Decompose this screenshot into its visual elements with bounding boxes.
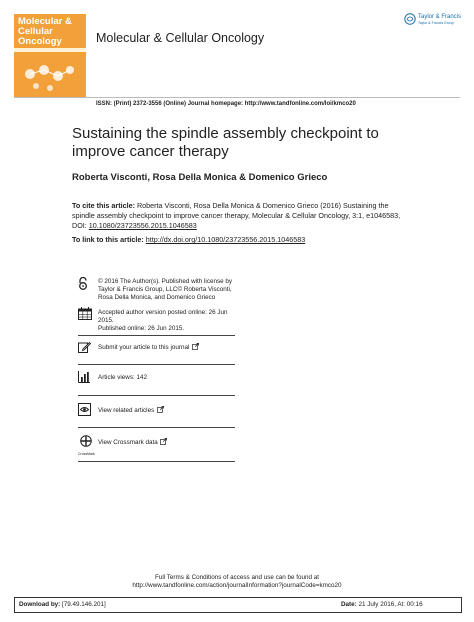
download-by — [19, 601, 106, 608]
download-by-label: Download by: — [19, 601, 61, 608]
published-date: Published online: 26 Jun 2015. — [98, 325, 185, 332]
related-articles-label: View related articles — [98, 407, 155, 414]
info-divider — [78, 364, 235, 365]
info-divider — [78, 427, 235, 428]
crossmark-icon — [80, 435, 92, 447]
issn-line: ISSN: (Print) 2372-3556 (Online) Journal homepage: http://www.tandfonline.com/loi/kmco20 — [96, 101, 356, 107]
cite-label: To cite this article: — [72, 201, 135, 210]
info-divider — [78, 395, 235, 396]
journal-title: Molecular & Cellular Oncology — [96, 31, 265, 45]
article-doi-link[interactable]: http://dx.doi.org/10.1080/23723556.2015.1046583 — [145, 235, 306, 244]
article-views: Article views: 142 — [98, 374, 147, 381]
bar-chart-icon — [78, 371, 90, 383]
cover-molecule-graphic — [20, 60, 80, 96]
external-link-icon — [157, 406, 164, 413]
open-access-lock-icon — [78, 277, 88, 290]
info-divider — [78, 335, 235, 336]
link-label: To link to this article: — [72, 235, 144, 244]
related-articles-icon — [78, 403, 91, 416]
journal-cover-image — [14, 14, 86, 109]
terms-link[interactable]: http://www.tandfonline.com/action/journalInformation?journalCode=kmco20 — [132, 582, 342, 589]
submit-article-link[interactable] — [98, 343, 238, 352]
terms-line-1: Full Terms & Conditions of access and use can be found at — [154, 574, 320, 581]
download-date-value: 21 July 2016, At: 00:16 — [358, 601, 423, 608]
terms-notice — [0, 574, 474, 590]
publisher-subname: Taylor & Francis Group — [418, 21, 454, 25]
download-ip: [79.49.146.201] — [62, 601, 106, 608]
article-link-line — [72, 235, 305, 244]
cite-doi-link[interactable]: 10.1080/23723556.2015.1046583 — [88, 221, 197, 230]
crossmark-badge — [78, 434, 94, 456]
cover-title: Molecular & Cellular Oncology — [18, 16, 72, 47]
citation-block — [72, 201, 402, 231]
edit-icon — [78, 341, 91, 353]
calendar-icon — [78, 307, 92, 320]
publisher-logo — [404, 12, 464, 30]
cite-text: Roberta Visconti, Rosa Della Monica & Domenico Grieco (2016) Sustaining the spindle assembly checkpoint to improve cancer therapy, Molecular & Cellular Oncology, 3:1, e1046583, DOI: — [72, 201, 401, 230]
view-related-articles-link[interactable] — [98, 406, 238, 415]
publisher-logo-icon — [404, 13, 416, 25]
article-title: Sustaining the spindle assembly checkpoint to improve cancer therapy — [72, 125, 379, 160]
download-date — [341, 601, 423, 608]
article-authors: Roberta Visconti, Rosa Della Monica & Domenico Grieco — [72, 172, 328, 183]
external-link-icon — [192, 343, 199, 350]
copyright-text: © 2016 The Author(s). Published with license by Taylor & Francis Group, LLC© Roberta Visconti, Rosa Della Monica, and Domenico Grieco — [98, 278, 233, 301]
header-divider — [14, 97, 460, 98]
crossmark-label: View Crossmark data — [98, 439, 158, 446]
crossmark-caption: CrossMark — [78, 452, 95, 456]
external-link-icon — [160, 438, 167, 445]
download-date-label: Date: — [341, 601, 357, 608]
view-crossmark-link[interactable] — [98, 438, 238, 447]
publisher-name: Taylor & Francis — [418, 14, 462, 20]
submit-article-label: Submit your article to this journal — [98, 344, 190, 351]
accepted-date: Accepted author version posted online: 26 Jun 2015. — [98, 309, 228, 324]
info-divider — [78, 461, 235, 462]
